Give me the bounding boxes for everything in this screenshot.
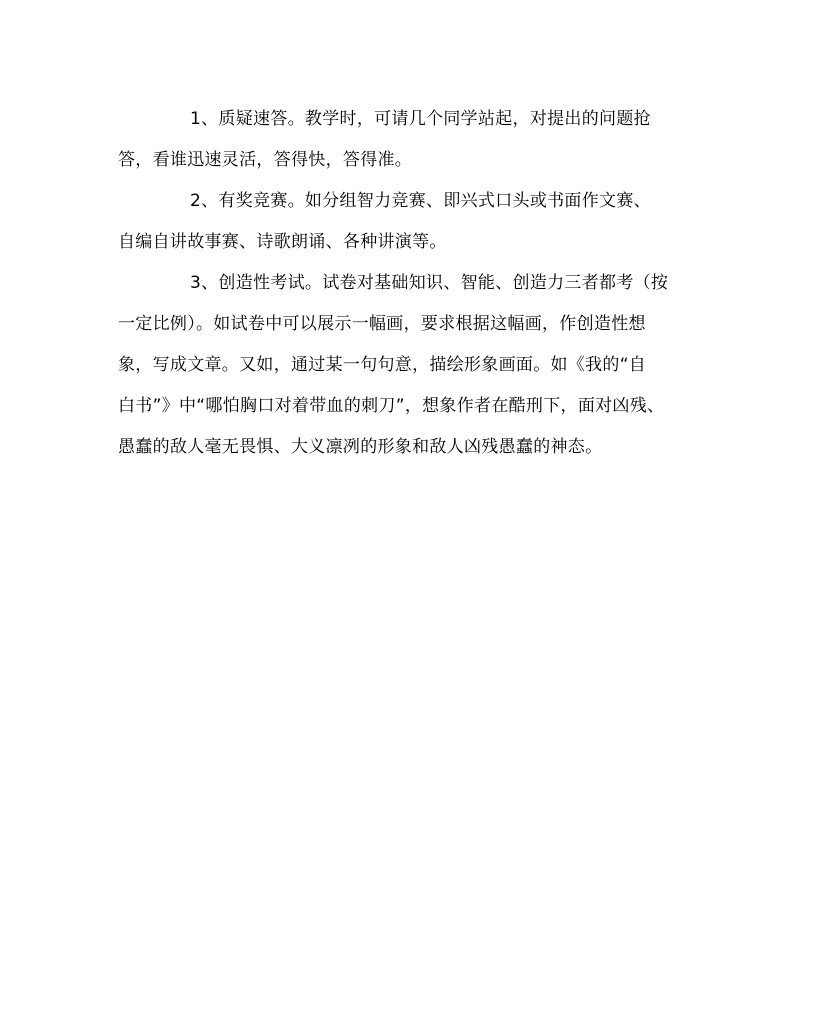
paragraph-3-line-3: 象，写成文章。又如，通过某一句句意，描绘形象画面。如《我的“自 <box>118 355 647 375</box>
paragraph-2-line-1: 2、有奖竞赛。如分组智力竞赛、即兴式口头或书面作文赛、 <box>190 191 651 211</box>
paragraph-3-line-4: 白书”》中“哪怕胸口对着带血的刺刀”，想象作者在酷刑下，面对凶残、 <box>118 396 665 416</box>
paragraph-3-line-2: 一定比例）。如试卷中可以展示一幅画，要求根据这幅画，作创造性想 <box>118 314 646 334</box>
paragraph-1-line-1: 1、质疑速答。教学时，可请几个同学站起，对提出的问题抢 <box>190 109 651 129</box>
paragraph-1-line-2: 答，看谁迅速灵活，答得快，答得准。 <box>118 150 413 170</box>
paragraph-2-line-2: 自编自讲故事赛、诗歌朗诵、各种讲演等。 <box>118 232 447 252</box>
paragraph-3-line-5: 愚蠢的敌人毫无畏惧、大义凛冽的形象和敌人凶残愚蠢的神态。 <box>118 437 603 457</box>
paragraph-3-line-1: 3、创造性考试。试卷对基础知识、智能、创造力三者都考（按 <box>190 273 669 293</box>
